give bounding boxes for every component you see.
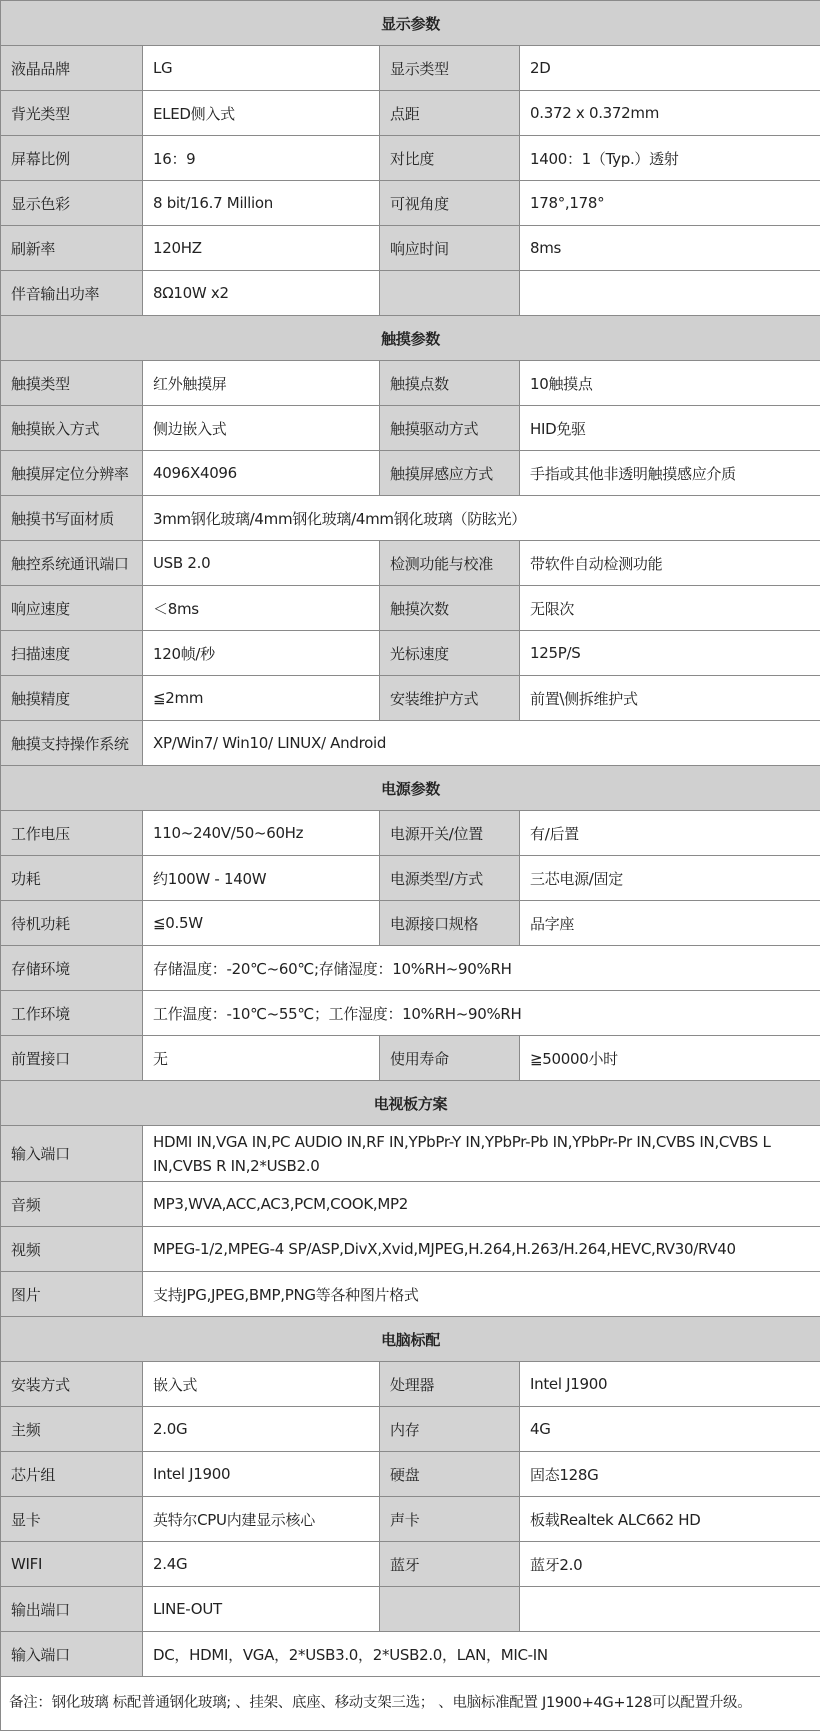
spec-row: [1, 1182, 820, 1227]
spec-label: 触摸点数: [380, 361, 520, 406]
section-title: 电脑标配: [1, 1317, 820, 1362]
spec-value: LINE-OUT: [143, 1587, 380, 1632]
spec-row: [1, 406, 820, 451]
spec-value: 红外触摸屏: [143, 361, 380, 406]
spec-row: [1, 1587, 820, 1632]
spec-row: [1, 586, 820, 631]
spec-label: 对比度: [380, 136, 520, 181]
spec-label: 音频: [1, 1182, 143, 1227]
note-text: 备注：钢化玻璃 标配普通钢化玻璃; 、挂架、底座、移动支架三选； 、电脑标准配置 J1900+4G+128可以配置升级。: [1, 1677, 820, 1731]
spec-label: 图片: [1, 1272, 143, 1317]
spec-value: HDMI IN,VGA IN,PC AUDIO IN,RF IN,YPbPr-Y IN,YPbPr-Pb IN,YPbPr-Pr IN,CVBS IN,CVBS L IN,CVBS R IN,2*USB2.0: [143, 1126, 820, 1182]
spec-row: [1, 541, 820, 586]
spec-row: [1, 1542, 820, 1587]
spec-value: [520, 271, 820, 316]
spec-label: 输出端口: [1, 1587, 143, 1632]
spec-value: 8Ω10W x2: [143, 271, 380, 316]
spec-label: 触摸驱动方式: [380, 406, 520, 451]
spec-value: ≧50000小时: [520, 1036, 820, 1081]
spec-value: 支持JPG,JPEG,BMP,PNG等各种图片格式: [143, 1272, 820, 1317]
spec-value: 固态128G: [520, 1452, 820, 1497]
spec-label: 扫描速度: [1, 631, 143, 676]
spec-label: 电源接口规格: [380, 901, 520, 946]
section-title: 电视板方案: [1, 1081, 820, 1126]
spec-value: 前置\侧拆维护式: [520, 676, 820, 721]
spec-label: 检测功能与校准: [380, 541, 520, 586]
spec-row: [1, 46, 820, 91]
spec-label: 触摸书写面材质: [1, 496, 143, 541]
spec-label: 响应时间: [380, 226, 520, 271]
spec-value: ＜8ms: [143, 586, 380, 631]
spec-label: 输入端口: [1, 1126, 143, 1182]
spec-row: [1, 946, 820, 991]
spec-row: [1, 496, 820, 541]
spec-table-body: [1, 1, 820, 1731]
spec-value: 1400：1（Typ.）透射: [520, 136, 820, 181]
spec-row: [1, 91, 820, 136]
section-header-row: [1, 316, 820, 361]
spec-value: 侧边嵌入式: [143, 406, 380, 451]
spec-label: 声卡: [380, 1497, 520, 1542]
spec-label: 液晶品牌: [1, 46, 143, 91]
section-header-row: [1, 1, 820, 46]
spec-label: 触摸支持操作系统: [1, 721, 143, 766]
spec-value: 2.0G: [143, 1407, 380, 1452]
spec-value: [520, 1587, 820, 1632]
spec-label: [380, 1587, 520, 1632]
spec-label: 电源开关/位置: [380, 811, 520, 856]
spec-value: ≦0.5W: [143, 901, 380, 946]
spec-label: 存储环境: [1, 946, 143, 991]
spec-label: 显示类型: [380, 46, 520, 91]
spec-label: 工作环境: [1, 991, 143, 1036]
spec-row: [1, 1272, 820, 1317]
spec-value: 带软件自动检测功能: [520, 541, 820, 586]
spec-value: 手指或其他非透明触摸感应介质: [520, 451, 820, 496]
spec-value: 2.4G: [143, 1542, 380, 1587]
spec-row: [1, 676, 820, 721]
spec-label: [380, 271, 520, 316]
spec-row: [1, 631, 820, 676]
spec-row: [1, 361, 820, 406]
spec-label: 点距: [380, 91, 520, 136]
spec-value: ≦2mm: [143, 676, 380, 721]
spec-label: 触摸类型: [1, 361, 143, 406]
spec-value: 120帧/秒: [143, 631, 380, 676]
spec-value: LG: [143, 46, 380, 91]
spec-value: 无限次: [520, 586, 820, 631]
spec-label: 屏幕比例: [1, 136, 143, 181]
spec-value: 4096X4096: [143, 451, 380, 496]
spec-label: 工作电压: [1, 811, 143, 856]
spec-label: 触摸屏定位分辨率: [1, 451, 143, 496]
spec-row: [1, 271, 820, 316]
spec-label: 处理器: [380, 1362, 520, 1407]
spec-label: 响应速度: [1, 586, 143, 631]
spec-label: 可视角度: [380, 181, 520, 226]
spec-row: [1, 721, 820, 766]
spec-value: 板载Realtek ALC662 HD: [520, 1497, 820, 1542]
spec-row: [1, 1126, 820, 1182]
section-title: 电源参数: [1, 766, 820, 811]
spec-value: XP/Win7/ Win10/ LINUX/ Android: [143, 721, 820, 766]
spec-label: 芯片组: [1, 1452, 143, 1497]
spec-row: [1, 1632, 820, 1677]
spec-value: 4G: [520, 1407, 820, 1452]
note-row: [1, 1677, 820, 1731]
spec-value: 无: [143, 1036, 380, 1081]
spec-row: [1, 136, 820, 181]
spec-value: 有/后置: [520, 811, 820, 856]
spec-label: 安装维护方式: [380, 676, 520, 721]
spec-value: MPEG-1/2,MPEG-4 SP/ASP,DivX,Xvid,MJPEG,H.264,H.263/H.264,HEVC,RV30/RV40: [143, 1227, 820, 1272]
spec-value: 125P/S: [520, 631, 820, 676]
spec-row: [1, 181, 820, 226]
spec-value: 8 bit/16.7 Million: [143, 181, 380, 226]
spec-value: MP3,WVA,ACC,AC3,PCM,COOK,MP2: [143, 1182, 820, 1227]
spec-value: 110~240V/50~60Hz: [143, 811, 380, 856]
spec-row: [1, 1407, 820, 1452]
spec-value: 120HZ: [143, 226, 380, 271]
spec-row: [1, 1497, 820, 1542]
spec-value: 8ms: [520, 226, 820, 271]
spec-label: 主频: [1, 1407, 143, 1452]
spec-row: [1, 901, 820, 946]
spec-value: 16：9: [143, 136, 380, 181]
section-title: 触摸参数: [1, 316, 820, 361]
spec-value: USB 2.0: [143, 541, 380, 586]
spec-value: 0.372 x 0.372mm: [520, 91, 820, 136]
spec-label: 硬盘: [380, 1452, 520, 1497]
spec-label: 待机功耗: [1, 901, 143, 946]
spec-row: [1, 1362, 820, 1407]
spec-label: 显示色彩: [1, 181, 143, 226]
spec-label: 前置接口: [1, 1036, 143, 1081]
spec-label: WIFI: [1, 1542, 143, 1587]
spec-value: DC，HDMI，VGA，2*USB3.0，2*USB2.0，LAN，MIC-IN: [143, 1632, 820, 1677]
spec-label: 触摸嵌入方式: [1, 406, 143, 451]
section-title: 显示参数: [1, 1, 820, 46]
spec-value: Intel J1900: [520, 1362, 820, 1407]
spec-label: 使用寿命: [380, 1036, 520, 1081]
spec-label: 蓝牙: [380, 1542, 520, 1587]
spec-value: 3mm钢化玻璃/4mm钢化玻璃/4mm钢化玻璃（防眩光）: [143, 496, 820, 541]
spec-label: 触摸次数: [380, 586, 520, 631]
spec-label: 触摸屏感应方式: [380, 451, 520, 496]
spec-value: Intel J1900: [143, 1452, 380, 1497]
spec-value: 2D: [520, 46, 820, 91]
spec-row: [1, 1036, 820, 1081]
section-header-row: [1, 1317, 820, 1362]
spec-label: 触控系统通讯端口: [1, 541, 143, 586]
spec-value: 英特尔CPU内建显示核心: [143, 1497, 380, 1542]
spec-value: HID免驱: [520, 406, 820, 451]
spec-row: [1, 451, 820, 496]
spec-value: 品字座: [520, 901, 820, 946]
spec-value: 存储温度：-20℃~60℃;存储湿度：10%RH~90%RH: [143, 946, 820, 991]
spec-value: 约100W - 140W: [143, 856, 380, 901]
spec-row: [1, 811, 820, 856]
spec-label: 光标速度: [380, 631, 520, 676]
spec-label: 内存: [380, 1407, 520, 1452]
spec-label: 电源类型/方式: [380, 856, 520, 901]
spec-value: 工作温度：-10℃~55℃；工作湿度：10%RH~90%RH: [143, 991, 820, 1036]
spec-label: 背光类型: [1, 91, 143, 136]
section-header-row: [1, 766, 820, 811]
spec-row: [1, 856, 820, 901]
spec-value: ELED侧入式: [143, 91, 380, 136]
spec-row: [1, 1227, 820, 1272]
spec-value: 三芯电源/固定: [520, 856, 820, 901]
section-header-row: [1, 1081, 820, 1126]
spec-value: 嵌入式: [143, 1362, 380, 1407]
spec-row: [1, 226, 820, 271]
spec-label: 安装方式: [1, 1362, 143, 1407]
spec-label: 伴音输出功率: [1, 271, 143, 316]
spec-row: [1, 991, 820, 1036]
spec-row: [1, 1452, 820, 1497]
spec-label: 输入端口: [1, 1632, 143, 1677]
spec-label: 刷新率: [1, 226, 143, 271]
spec-value: 蓝牙2.0: [520, 1542, 820, 1587]
spec-label: 视频: [1, 1227, 143, 1272]
spec-label: 功耗: [1, 856, 143, 901]
spec-label: 显卡: [1, 1497, 143, 1542]
spec-value: 10触摸点: [520, 361, 820, 406]
spec-value: 178°,178°: [520, 181, 820, 226]
spec-label: 触摸精度: [1, 676, 143, 721]
